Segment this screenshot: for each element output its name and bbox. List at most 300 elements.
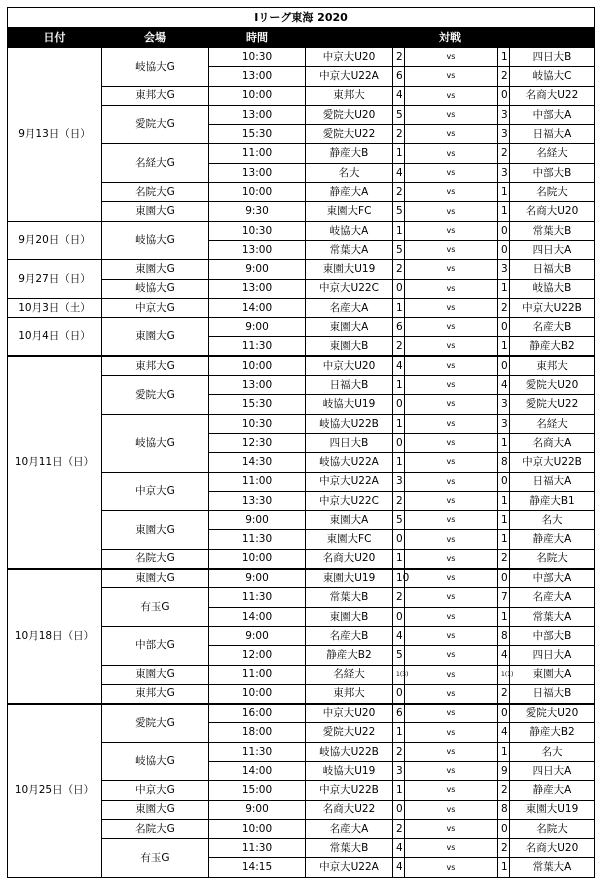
vs-label: vs xyxy=(405,646,498,665)
match-venue: 名院大G xyxy=(102,549,209,568)
home-team: 東園大B xyxy=(306,337,393,356)
away-score: 0 xyxy=(498,356,510,375)
match-time: 15:30 xyxy=(209,395,306,414)
vs-label: vs xyxy=(405,433,498,452)
date-group xyxy=(8,48,595,222)
date-group xyxy=(8,260,595,299)
away-team: 岐協大B xyxy=(510,279,595,298)
vs-label: vs xyxy=(405,453,498,472)
table-row xyxy=(8,221,595,240)
match-time: 12:30 xyxy=(209,433,306,452)
vs-label: vs xyxy=(405,414,498,433)
match-venue: 東邦大G xyxy=(102,356,209,375)
home-team: 名経大 xyxy=(306,665,393,684)
home-score: 0 xyxy=(393,607,405,626)
home-score: 6 xyxy=(393,67,405,86)
home-team: 四日大B xyxy=(306,433,393,452)
match-venue: 有玉G xyxy=(102,839,209,878)
home-team: 東園大A xyxy=(306,318,393,337)
home-team: 東園大B xyxy=(306,607,393,626)
home-score: 4 xyxy=(393,626,405,645)
vs-label: vs xyxy=(405,858,498,877)
away-score: 0 xyxy=(498,472,510,491)
match-date: 10月4日（日） xyxy=(8,318,102,357)
away-score: 8 xyxy=(498,453,510,472)
match-venue: 東園大G xyxy=(102,260,209,279)
home-team: 常葉大B xyxy=(306,588,393,607)
away-team: 名産大B xyxy=(510,318,595,337)
match-time: 10:00 xyxy=(209,549,306,568)
away-score: 1 xyxy=(498,530,510,549)
home-score: 0 xyxy=(393,433,405,452)
vs-label: vs xyxy=(405,125,498,144)
away-score: 1 xyxy=(498,48,510,67)
away-score: 1 xyxy=(498,511,510,530)
home-score: 2 xyxy=(393,819,405,838)
home-score: 4 xyxy=(393,86,405,105)
match-date: 9月20日（日） xyxy=(8,221,102,260)
home-team: 中京大U22C xyxy=(306,491,393,510)
home-score: 5 xyxy=(393,511,405,530)
match-venue: 東邦大G xyxy=(102,684,209,703)
match-venue: 東園大G xyxy=(102,318,209,357)
match-time: 10:00 xyxy=(209,684,306,703)
match-time: 12:00 xyxy=(209,646,306,665)
away-team: 日福大B xyxy=(510,684,595,703)
away-team: 愛院大U20 xyxy=(510,376,595,395)
match-venue: 名経大G xyxy=(102,144,209,183)
home-team: 中京大U22C xyxy=(306,279,393,298)
home-team: 中京大U22A xyxy=(306,472,393,491)
home-score: 5 xyxy=(393,240,405,259)
away-team: 名商大U20 xyxy=(510,839,595,858)
date-group xyxy=(8,704,595,878)
match-venue: 東園大G xyxy=(102,665,209,684)
schedule-table xyxy=(7,7,595,878)
home-team: 岐協大U22B xyxy=(306,414,393,433)
match-venue: 愛院大G xyxy=(102,376,209,415)
vs-label: vs xyxy=(405,607,498,626)
match-time: 9:00 xyxy=(209,626,306,645)
match-time: 14:00 xyxy=(209,761,306,780)
schedule xyxy=(7,7,594,878)
header-venue: 会場 xyxy=(102,28,209,48)
home-score: 6 xyxy=(393,318,405,337)
match-venue: 愛院大G xyxy=(102,704,209,743)
away-score: 1 xyxy=(498,742,510,761)
away-score: 2 xyxy=(498,144,510,163)
match-time: 15:30 xyxy=(209,125,306,144)
home-team: 常葉大A xyxy=(306,240,393,259)
home-team: 名産大A xyxy=(306,819,393,838)
match-time: 9:00 xyxy=(209,260,306,279)
away-score: 0 xyxy=(498,221,510,240)
away-team: 名院大 xyxy=(510,549,595,568)
home-score: 2 xyxy=(393,588,405,607)
home-score: 2 xyxy=(393,337,405,356)
match-venue: 中京大G xyxy=(102,781,209,800)
away-score: 2 xyxy=(498,67,510,86)
vs-label: vs xyxy=(405,260,498,279)
away-team: 名商大A xyxy=(510,433,595,452)
date-group xyxy=(8,318,595,357)
vs-label: vs xyxy=(405,704,498,723)
home-score: 1 xyxy=(393,414,405,433)
match-time: 9:00 xyxy=(209,800,306,819)
match-time: 11:30 xyxy=(209,588,306,607)
away-team: 名大 xyxy=(510,742,595,761)
home-score: 2 xyxy=(393,125,405,144)
match-venue: 東園大G xyxy=(102,569,209,588)
table-row xyxy=(8,298,595,317)
away-score: 2 xyxy=(498,298,510,317)
match-venue: 東邦大G xyxy=(102,86,209,105)
away-score: 3 xyxy=(498,105,510,124)
match-time: 11:30 xyxy=(209,337,306,356)
match-venue: 岐協大G xyxy=(102,742,209,781)
home-score: 1 xyxy=(393,453,405,472)
away-team: 常葉大A xyxy=(510,607,595,626)
away-team: 静産大A xyxy=(510,781,595,800)
away-team: 東園大A xyxy=(510,665,595,684)
match-date: 10月25日（日） xyxy=(8,704,102,878)
home-score: 1(3) xyxy=(393,665,405,684)
vs-label: vs xyxy=(405,144,498,163)
match-venue: 名院大G xyxy=(102,183,209,202)
home-score: 5 xyxy=(393,202,405,221)
home-score: 1 xyxy=(393,376,405,395)
away-score: 3 xyxy=(498,260,510,279)
away-score: 1 xyxy=(498,202,510,221)
home-team: 東園大FC xyxy=(306,202,393,221)
home-team: 中京大U20 xyxy=(306,704,393,723)
match-time: 10:00 xyxy=(209,819,306,838)
match-time: 11:00 xyxy=(209,144,306,163)
away-score: 1 xyxy=(498,858,510,877)
home-team: 愛院大U22 xyxy=(306,125,393,144)
away-team: 中部大B xyxy=(510,626,595,645)
home-team: 中京大U22A xyxy=(306,67,393,86)
home-team: 中京大U20 xyxy=(306,356,393,375)
match-time: 10:00 xyxy=(209,356,306,375)
table-row xyxy=(8,569,595,588)
away-team: 日福大A xyxy=(510,125,595,144)
away-score: 3 xyxy=(498,125,510,144)
away-team: 四日大A xyxy=(510,761,595,780)
away-team: 名経大 xyxy=(510,414,595,433)
match-time: 16:00 xyxy=(209,704,306,723)
home-score: 1 xyxy=(393,144,405,163)
vs-label: vs xyxy=(405,48,498,67)
away-score: 2 xyxy=(498,781,510,800)
match-venue: 中京大G xyxy=(102,298,209,317)
away-score: 0 xyxy=(498,240,510,259)
away-score: 4 xyxy=(498,376,510,395)
home-team: 岐協大U22B xyxy=(306,742,393,761)
away-score: 1 xyxy=(498,433,510,452)
match-date: 10月18日（日） xyxy=(8,569,102,704)
away-team: 岐協大C xyxy=(510,67,595,86)
match-time: 13:00 xyxy=(209,67,306,86)
home-team: 名産大B xyxy=(306,626,393,645)
away-score: 3 xyxy=(498,414,510,433)
home-team: 東園大U19 xyxy=(306,569,393,588)
away-team: 静産大B2 xyxy=(510,337,595,356)
away-team: 東園大U19 xyxy=(510,800,595,819)
vs-label: vs xyxy=(405,665,498,684)
home-team: 名商大U20 xyxy=(306,549,393,568)
home-team: 愛院大U20 xyxy=(306,105,393,124)
away-team: 四日大B xyxy=(510,48,595,67)
vs-label: vs xyxy=(405,105,498,124)
vs-label: vs xyxy=(405,472,498,491)
away-score: 1 xyxy=(498,279,510,298)
vs-label: vs xyxy=(405,569,498,588)
match-time: 9:30 xyxy=(209,202,306,221)
match-date: 9月13日（日） xyxy=(8,48,102,222)
table-row xyxy=(8,48,595,67)
away-team: 名院大 xyxy=(510,183,595,202)
match-time: 14:30 xyxy=(209,453,306,472)
home-score: 4 xyxy=(393,163,405,182)
home-team: 中京大U22B xyxy=(306,781,393,800)
away-score: 0 xyxy=(498,819,510,838)
home-team: 東邦大 xyxy=(306,86,393,105)
away-team: 四日大A xyxy=(510,646,595,665)
match-date: 10月3日（土） xyxy=(8,298,102,317)
match-time: 9:00 xyxy=(209,511,306,530)
home-score: 2 xyxy=(393,183,405,202)
match-time: 13:00 xyxy=(209,279,306,298)
match-venue: 東園大G xyxy=(102,202,209,221)
match-time: 11:00 xyxy=(209,665,306,684)
away-team: 名商大U20 xyxy=(510,202,595,221)
home-score: 2 xyxy=(393,48,405,67)
away-score: 3 xyxy=(498,163,510,182)
home-score: 2 xyxy=(393,260,405,279)
home-team: 岐協大U19 xyxy=(306,395,393,414)
home-score: 3 xyxy=(393,472,405,491)
vs-label: vs xyxy=(405,356,498,375)
match-venue: 名院大G xyxy=(102,819,209,838)
home-team: 常葉大B xyxy=(306,839,393,858)
match-time: 10:30 xyxy=(209,221,306,240)
match-time: 10:30 xyxy=(209,414,306,433)
match-venue: 有玉G xyxy=(102,588,209,627)
match-date: 10月11日（日） xyxy=(8,356,102,568)
away-team: 中京大U22B xyxy=(510,453,595,472)
vs-label: vs xyxy=(405,684,498,703)
table-title: Iリーグ東海 2020 xyxy=(8,8,595,28)
vs-label: vs xyxy=(405,761,498,780)
away-score: 8 xyxy=(498,800,510,819)
vs-label: vs xyxy=(405,202,498,221)
header-date: 日付 xyxy=(8,28,102,48)
vs-label: vs xyxy=(405,723,498,742)
vs-label: vs xyxy=(405,86,498,105)
away-score: 1 xyxy=(498,337,510,356)
away-score: 2 xyxy=(498,839,510,858)
away-team: 静産大A xyxy=(510,530,595,549)
match-time: 11:30 xyxy=(209,839,306,858)
away-team: 静産大B1 xyxy=(510,491,595,510)
away-team: 名院大 xyxy=(510,819,595,838)
home-team: 中京大U20 xyxy=(306,48,393,67)
vs-label: vs xyxy=(405,240,498,259)
vs-label: vs xyxy=(405,530,498,549)
home-team: 名大 xyxy=(306,163,393,182)
home-score: 6 xyxy=(393,704,405,723)
away-score: 4 xyxy=(498,723,510,742)
match-time: 18:00 xyxy=(209,723,306,742)
vs-label: vs xyxy=(405,67,498,86)
match-time: 10:00 xyxy=(209,86,306,105)
vs-label: vs xyxy=(405,742,498,761)
home-score: 0 xyxy=(393,395,405,414)
home-score: 2 xyxy=(393,742,405,761)
away-team: 名大 xyxy=(510,511,595,530)
home-score: 1 xyxy=(393,549,405,568)
home-score: 4 xyxy=(393,858,405,877)
home-team: 愛院大U22 xyxy=(306,723,393,742)
away-team: 名産大A xyxy=(510,588,595,607)
match-time: 13:00 xyxy=(209,105,306,124)
date-group xyxy=(8,569,595,704)
match-venue: 中京大G xyxy=(102,472,209,511)
match-time: 15:00 xyxy=(209,781,306,800)
away-team: 中部大B xyxy=(510,163,595,182)
match-venue: 東園大G xyxy=(102,800,209,819)
vs-label: vs xyxy=(405,626,498,645)
vs-label: vs xyxy=(405,337,498,356)
home-team: 中京大U22A xyxy=(306,858,393,877)
home-score: 0 xyxy=(393,684,405,703)
match-venue: 東園大G xyxy=(102,511,209,550)
home-team: 名商大U22 xyxy=(306,800,393,819)
away-team: 東邦大 xyxy=(510,356,595,375)
vs-label: vs xyxy=(405,183,498,202)
away-score: 1 xyxy=(498,607,510,626)
home-team: 岐協大A xyxy=(306,221,393,240)
away-score: 0 xyxy=(498,569,510,588)
away-team: 静産大B2 xyxy=(510,723,595,742)
home-score: 0 xyxy=(393,530,405,549)
away-team: 名経大 xyxy=(510,144,595,163)
home-team: 東園大FC xyxy=(306,530,393,549)
away-team: 日福大B xyxy=(510,260,595,279)
home-team: 静産大B xyxy=(306,144,393,163)
date-group xyxy=(8,221,595,260)
match-time: 14:00 xyxy=(209,298,306,317)
table-row xyxy=(8,318,595,337)
away-team: 愛院大U22 xyxy=(510,395,595,414)
home-score: 10 xyxy=(393,569,405,588)
home-score: 0 xyxy=(393,800,405,819)
home-score: 4 xyxy=(393,839,405,858)
home-score: 1 xyxy=(393,221,405,240)
away-team: 中部大A xyxy=(510,569,595,588)
away-score: 0 xyxy=(498,318,510,337)
home-score: 0 xyxy=(393,279,405,298)
header-time: 時間 xyxy=(209,28,306,48)
date-group xyxy=(8,356,595,568)
home-score: 3 xyxy=(393,761,405,780)
date-group xyxy=(8,298,595,317)
vs-label: vs xyxy=(405,491,498,510)
home-team: 岐協大U22A xyxy=(306,453,393,472)
match-time: 11:30 xyxy=(209,742,306,761)
home-team: 静産大A xyxy=(306,183,393,202)
home-score: 4 xyxy=(393,356,405,375)
vs-label: vs xyxy=(405,376,498,395)
match-time: 9:00 xyxy=(209,318,306,337)
home-team: 日福大B xyxy=(306,376,393,395)
away-team: 中京大U22B xyxy=(510,298,595,317)
vs-label: vs xyxy=(405,511,498,530)
home-team: 東園大U19 xyxy=(306,260,393,279)
home-team: 東園大A xyxy=(306,511,393,530)
away-score: 9 xyxy=(498,761,510,780)
away-team: 愛院大U20 xyxy=(510,704,595,723)
table-row xyxy=(8,260,595,279)
vs-label: vs xyxy=(405,800,498,819)
away-score: 1 xyxy=(498,491,510,510)
table-row xyxy=(8,704,595,723)
away-score: 8 xyxy=(498,626,510,645)
away-team: 常葉大A xyxy=(510,858,595,877)
vs-label: vs xyxy=(405,588,498,607)
home-team: 岐協大U19 xyxy=(306,761,393,780)
match-venue: 岐協大G xyxy=(102,279,209,298)
match-time: 9:00 xyxy=(209,569,306,588)
away-score: 4 xyxy=(498,646,510,665)
match-venue: 愛院大G xyxy=(102,105,209,144)
home-team: 東邦大 xyxy=(306,684,393,703)
home-score: 1 xyxy=(393,298,405,317)
away-score: 0 xyxy=(498,86,510,105)
vs-label: vs xyxy=(405,781,498,800)
home-score: 1 xyxy=(393,781,405,800)
away-team: 四日大A xyxy=(510,240,595,259)
home-team: 名産大A xyxy=(306,298,393,317)
header-match: 対戦 xyxy=(306,28,595,48)
match-venue: 岐協大G xyxy=(102,414,209,472)
match-time: 11:30 xyxy=(209,530,306,549)
home-score: 2 xyxy=(393,491,405,510)
home-team: 静産大B2 xyxy=(306,646,393,665)
away-score: 2 xyxy=(498,549,510,568)
match-time: 14:00 xyxy=(209,607,306,626)
match-time: 13:00 xyxy=(209,163,306,182)
match-time: 13:30 xyxy=(209,491,306,510)
away-score: 1(1) xyxy=(498,665,510,684)
away-team: 日福大A xyxy=(510,472,595,491)
away-score: 2 xyxy=(498,684,510,703)
match-time: 13:00 xyxy=(209,376,306,395)
vs-label: vs xyxy=(405,819,498,838)
match-time: 13:00 xyxy=(209,240,306,259)
away-score: 0 xyxy=(498,704,510,723)
away-team: 中部大A xyxy=(510,105,595,124)
away-score: 7 xyxy=(498,588,510,607)
away-score: 3 xyxy=(498,395,510,414)
match-time: 10:30 xyxy=(209,48,306,67)
vs-label: vs xyxy=(405,395,498,414)
match-time: 11:00 xyxy=(209,472,306,491)
vs-label: vs xyxy=(405,279,498,298)
table-row xyxy=(8,356,595,375)
vs-label: vs xyxy=(405,221,498,240)
